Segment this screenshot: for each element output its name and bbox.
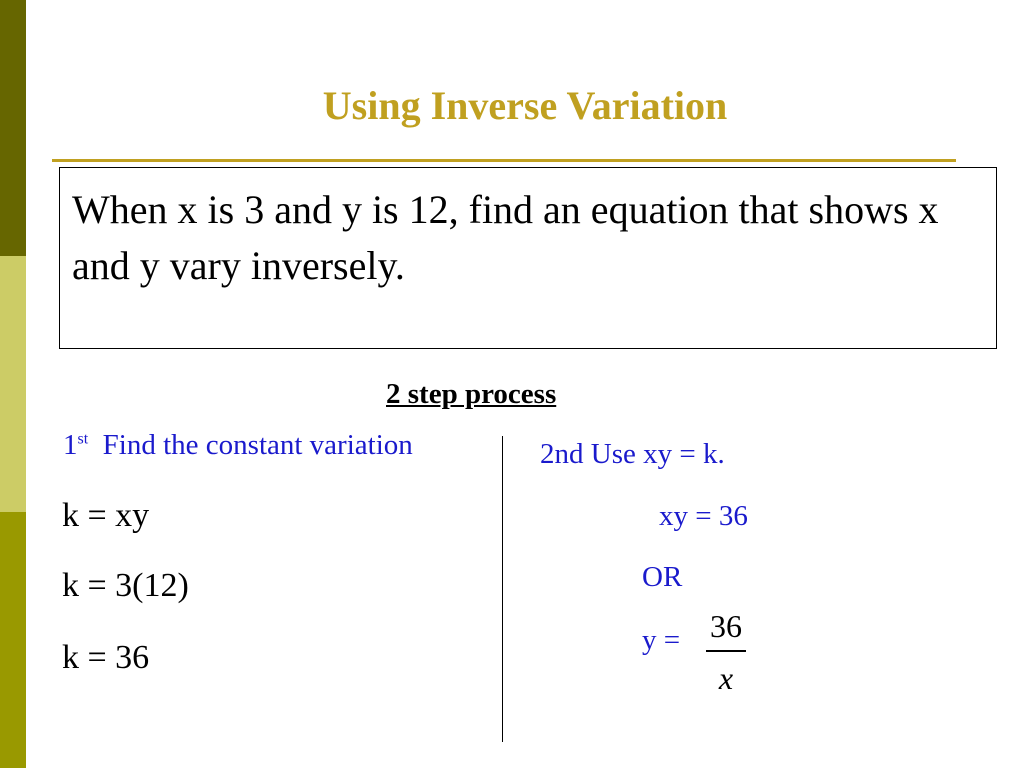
step1-heading xyxy=(63,426,413,464)
step2-y-equals: y = xyxy=(642,624,681,656)
column-divider xyxy=(502,436,503,742)
slide-title: Using Inverse Variation xyxy=(322,83,728,128)
sidebar-band-light xyxy=(0,256,26,512)
step2-heading: 2nd Use xy = k. xyxy=(540,438,725,470)
sidebar-band-mid xyxy=(0,512,26,768)
step1-equation-2: k = 3(12) xyxy=(62,567,189,604)
fraction-bar xyxy=(706,650,746,652)
step2-or: OR xyxy=(642,561,683,593)
step1-equation-3: k = 36 xyxy=(62,639,150,676)
fraction-denominator: x xyxy=(718,660,734,696)
process-label: 2 step process xyxy=(386,378,557,410)
step1-ordinal: st xyxy=(77,430,89,448)
problem-text: When x is 3 and y is 12, find an equation that shows x and y vary inversely. xyxy=(72,187,939,288)
step2-result: xy = 36 xyxy=(659,500,748,532)
title-underline xyxy=(52,159,956,162)
step1-equation-1: k = xy xyxy=(62,497,150,534)
problem-box xyxy=(59,167,997,349)
step1-text: Find the constant variation xyxy=(102,429,413,461)
sidebar-band-dark xyxy=(0,0,26,256)
fraction-numerator: 36 xyxy=(710,608,742,644)
step1-number: 1 xyxy=(63,429,78,461)
